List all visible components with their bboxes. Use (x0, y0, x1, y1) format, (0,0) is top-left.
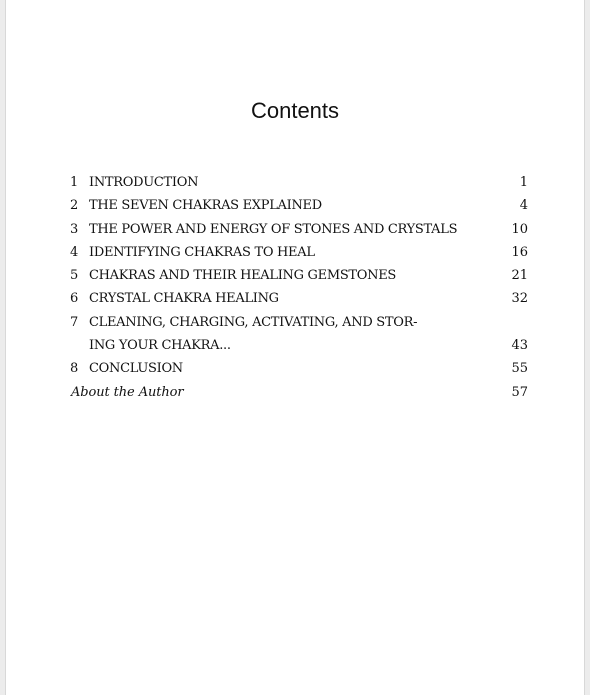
toc-title: INTRODUCTION (89, 175, 199, 190)
toc-entry-4[interactable] (70, 241, 534, 264)
toc-title-continued: ING YOUR CHAKRA... (89, 338, 231, 354)
toc-number: 1 (70, 175, 79, 190)
toc-title: CONCLUSION (89, 361, 183, 377)
toc-title: CRYSTAL CHAKRA HEALING (89, 291, 279, 307)
toc-page: 32 (511, 291, 528, 307)
toc-entry-7[interactable] (70, 311, 534, 334)
toc-number: 4 (70, 244, 79, 260)
toc-number: 3 (70, 221, 79, 237)
toc-title: CLEANING, CHARGING, ACTIVATING, AND STOR- (89, 314, 418, 330)
toc-number: 2 (70, 198, 79, 214)
toc-entry-2[interactable] (70, 194, 534, 217)
toc-number: 6 (70, 291, 79, 307)
toc-entry-5[interactable] (70, 264, 534, 287)
toc-page: 43 (511, 338, 528, 354)
toc-title: About the Author (71, 384, 184, 400)
toc-entry-7-continued[interactable] (70, 334, 534, 357)
toc-page: 4 (519, 198, 528, 214)
toc-entry-about-author[interactable] (70, 381, 534, 404)
toc-title: IDENTIFYING CHAKRAS TO HEAL (89, 244, 315, 260)
toc-entry-6[interactable] (70, 287, 534, 310)
toc-page: 55 (511, 361, 528, 377)
toc-page: 1 (519, 175, 528, 190)
toc-number: 7 (70, 314, 79, 330)
toc-title: CHAKRAS AND THEIR HEALING GEMSTONES (89, 268, 397, 284)
toc-entry-8[interactable] (70, 357, 534, 380)
document-page (5, 0, 585, 695)
toc-page: 16 (511, 244, 528, 260)
toc-number: 8 (70, 361, 79, 377)
toc-title: THE SEVEN CHAKRAS EXPLAINED (89, 198, 322, 214)
toc-page: 10 (511, 221, 528, 237)
table-of-contents (70, 171, 534, 404)
page-title: Contents (250, 98, 340, 123)
toc-title: THE POWER AND ENERGY OF STONES AND CRYSTALS (89, 221, 458, 237)
toc-entry-3[interactable] (70, 218, 534, 241)
toc-page: 57 (511, 384, 528, 400)
toc-entry-1[interactable] (70, 171, 534, 194)
toc-number: 5 (70, 268, 79, 284)
toc-page: 21 (511, 268, 528, 284)
